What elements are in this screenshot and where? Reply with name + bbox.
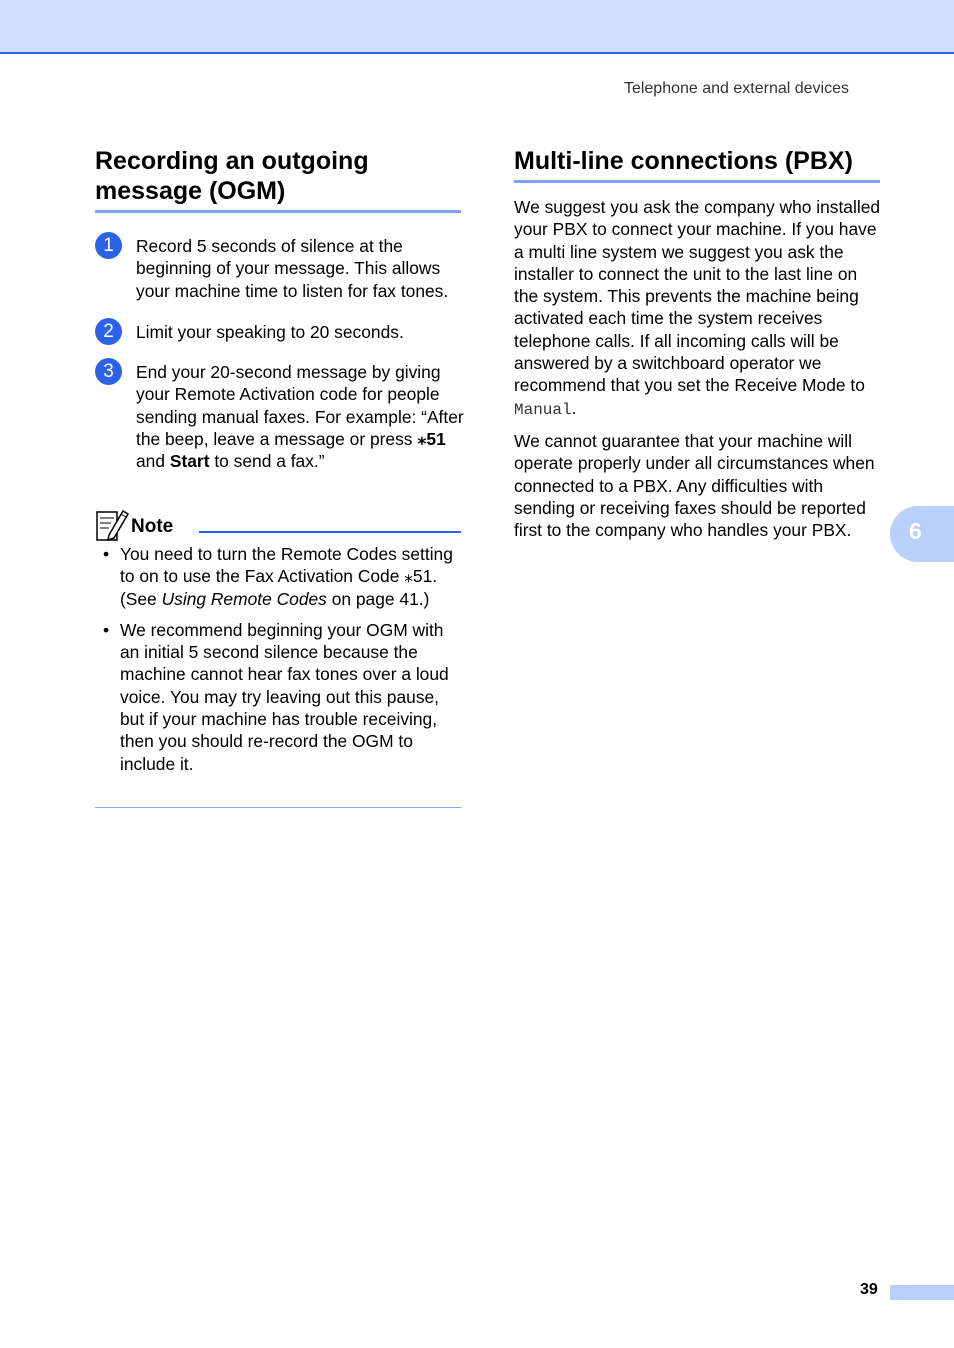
chapter-tab bbox=[890, 506, 954, 562]
step-text: Record 5 seconds of silence at the beginning of your message. This allows your machine time to listen for fax tones. bbox=[136, 236, 449, 301]
note-text-part: on page 41.) bbox=[326, 588, 430, 609]
note-text: We recommend beginning your OGM with an initial 5 second silence because the machine cannot hear fax tones over a loud voice. You may try leaving out this pause, but if your machine has trouble receiving, then you should re-record the OGM to include it. bbox=[120, 619, 449, 774]
remote-code: ⁎51 bbox=[417, 428, 446, 449]
step-text: Limit your speaking to 20 seconds. bbox=[136, 322, 404, 342]
top-header-band bbox=[0, 0, 954, 54]
step-number-badge: 1 bbox=[95, 232, 122, 259]
receive-mode-value: Manual bbox=[514, 400, 572, 419]
note-header bbox=[95, 508, 461, 544]
heading-pbx: Multi-line connections (PBX) bbox=[514, 147, 853, 175]
cross-reference: Using Remote Codes bbox=[161, 588, 327, 609]
bullet: • bbox=[103, 619, 110, 640]
heading-recording-ogm: Recording an outgoing message (OGM) bbox=[95, 147, 369, 205]
note-label: Note bbox=[131, 516, 174, 537]
pbx-paragraph-2: We cannot guarantee that your machine will operate properly under all circumstances when connected to a PBX. Any difficulties with sending or receiving faxes should be reported first to the company who handles your PBX. bbox=[514, 430, 875, 541]
list-item bbox=[95, 543, 465, 610]
heading-rule-left bbox=[95, 210, 461, 213]
step-number-badge: 3 bbox=[95, 358, 122, 385]
note-divider bbox=[199, 531, 461, 533]
step-text-part: End your 20-second message by giving your Remote Activation code for people sending manual faxes. For example: “After the beep, leave a message or press bbox=[136, 362, 464, 449]
bullet: • bbox=[103, 544, 110, 564]
step-text-part: to send a fax.” bbox=[209, 451, 325, 472]
page-number-bar bbox=[890, 1285, 954, 1300]
note-end-rule bbox=[95, 807, 461, 808]
page-number: 39 bbox=[860, 1281, 878, 1298]
note-list bbox=[95, 543, 465, 784]
heading-rule-right bbox=[514, 180, 880, 183]
step-text bbox=[136, 361, 466, 472]
running-head: Telephone and external devices bbox=[623, 80, 849, 97]
step-text-part: and bbox=[136, 451, 170, 472]
chapter-number: 6 bbox=[909, 518, 922, 544]
step-number-badge: 2 bbox=[95, 318, 122, 345]
pbx-section-body bbox=[514, 196, 882, 550]
pbx-paragraph-1 bbox=[514, 196, 882, 421]
note-text-part: You need to turn the Remote Codes setting to on to use the Fax Activation Code ⁎51. (See bbox=[120, 544, 453, 609]
paragraph-text: . bbox=[571, 397, 577, 418]
list-item bbox=[95, 619, 465, 775]
note-pencil-icon bbox=[95, 508, 129, 542]
paragraph-text: We suggest you ask the company who installed your PBX to connect your machine. If you have a multi line system we suggest you ask the installer to connect the unit to the last line on the system. This prevents the machine being activated each time the system receives telephone calls. If all incoming calls will be answered by a switchboard operator we recommend that you set the Receive Mode to bbox=[514, 197, 881, 396]
start-key-label: Start bbox=[169, 451, 210, 472]
